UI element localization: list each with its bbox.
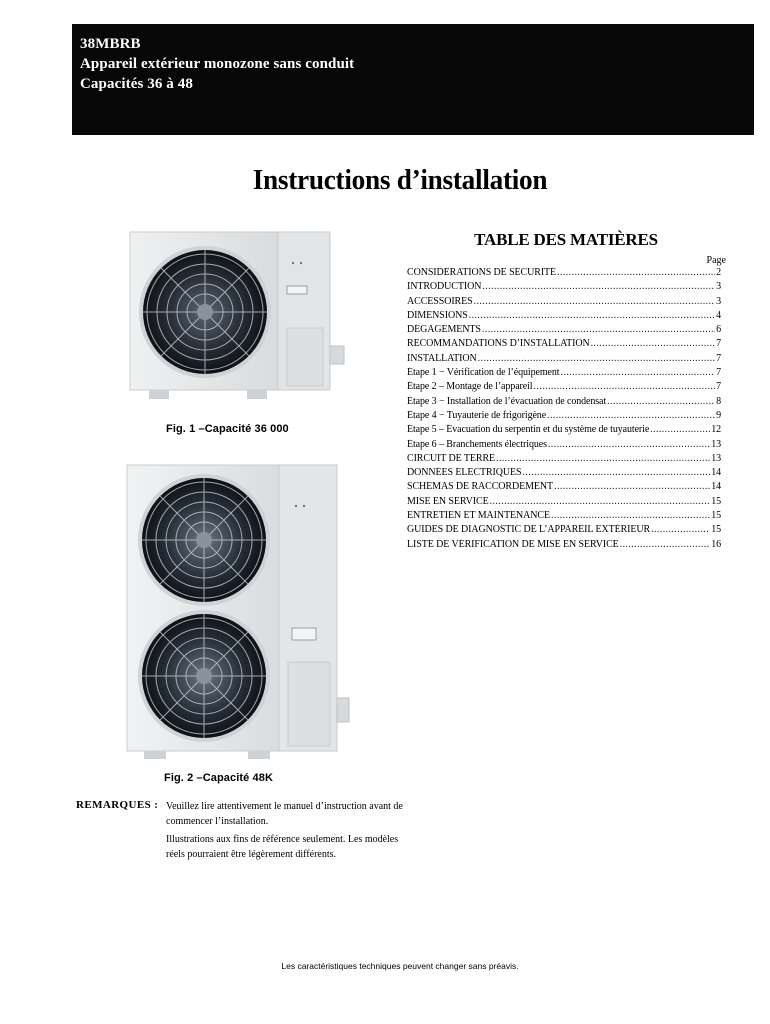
footer-note: Les caractéristiques techniques peuvent changer sans préavis. [281,961,519,971]
toc-entry-label: DÉGAGEMENTS [407,324,481,336]
table-of-contents [407,267,721,553]
toc-entry[interactable] [407,424,721,438]
toc-entry-page: 2 [716,267,721,278]
toc-entry-label: DIMENSIONS [407,309,468,321]
remark-line: Illustrations aux fins de référence seulement. Les modèles réels pourraient être légèrement différents. [166,834,399,860]
toc-leader-dots [554,481,710,492]
page-title: Instructions d’installation [252,164,548,196]
document-header [72,24,754,135]
toc-leader-dots [557,267,715,278]
toc-entry[interactable] [407,396,721,410]
toc-entry-page: 15 [711,510,721,522]
toc-leader-dots [620,539,711,550]
toc-entry-label: CONSIDÉRATIONS DE SÉCURITÉ [407,267,557,278]
toc-entry[interactable] [407,467,721,481]
toc-entry-page: 7 [716,381,721,393]
toc-entry[interactable] [407,381,721,395]
toc-entry-page: 4 [716,309,721,321]
toc-leader-dots [560,367,715,378]
toc-entry[interactable] [407,281,721,295]
toc-leader-dots [650,424,710,435]
toc-entry-label: Étape 3 − Installation de l’évacuation de condensat [407,395,607,407]
toc-entry-label: Étape 1 − Vérification de l’équipement [407,367,560,379]
toc-leader-dots [490,496,711,507]
remarks-label: REMARQUES : [76,799,159,811]
toc-heading: TABLE DES MATIÈRES [474,230,658,249]
toc-entry-page: 8 [716,395,721,407]
toc-entry-page: 13 [711,438,721,450]
toc-entry-page: 15 [711,495,721,507]
toc-entry[interactable] [407,338,721,352]
toc-leader-dots [469,310,715,321]
toc-entry-page: 7 [716,367,721,379]
toc-leader-dots [591,338,716,349]
toc-entry-label: Étape 4 − Tuyauterie de frigorigène [407,409,547,421]
toc-entry-page: 16 [711,538,721,550]
toc-entry-page: 14 [711,467,721,479]
toc-leader-dots [522,467,710,478]
toc-entry-label: ENTRETIEN ET MAINTENANCE [407,510,550,522]
capacity-range: Capacités 36 à 48 [80,76,193,92]
toc-entry[interactable] [407,439,721,453]
product-subtitle: Appareil extérieur monozone sans conduit [80,56,355,72]
toc-entry-page: 7 [716,352,721,364]
toc-entry-label: Étape 2 – Montage de l’appareil [407,381,533,393]
toc-entry-page: 3 [716,295,721,307]
toc-entry-page: 13 [711,452,721,464]
figure-1-caption: Fig. 1 –Capacité 36 000 [166,423,289,435]
toc-entry-label: SCHÉMAS DE RACCORDEMENT [407,481,554,493]
toc-entry-label: MISE EN SERVICE [407,495,489,507]
toc-entry-label: DONNÉES ÉLECTRIQUES [407,467,522,479]
toc-page-label: Page [706,255,726,266]
toc-entry[interactable] [407,539,721,553]
toc-leader-dots [551,510,710,521]
toc-entry[interactable] [407,496,721,510]
toc-leader-dots [533,381,715,392]
toc-leader-dots [478,353,715,364]
toc-entry-label: INTRODUCTION [407,281,482,293]
remark-line: Veuillez lire attentivement le manuel d’instruction avant de commencer l’installation. [166,801,403,827]
toc-entry-label: INSTALLATION [407,352,477,364]
toc-leader-dots [496,453,710,464]
toc-entry-label: ACCESSOIRES [407,295,473,307]
toc-entry-page: 3 [716,281,721,293]
toc-leader-dots [607,396,715,407]
toc-entry[interactable] [407,453,721,467]
toc-entry[interactable] [407,267,721,281]
toc-entry-label: Étape 6 – Branchements électriques [407,438,547,450]
toc-entry-label: GUIDES DE DIAGNOSTIC DE L’APPAREIL EXTÉRIEUR [407,524,651,536]
toc-leader-dots [482,281,715,292]
toc-entry[interactable] [407,310,721,324]
outdoor-unit-48k-image [124,462,356,762]
remarks-text [166,800,406,866]
outdoor-unit-36k-image [127,228,355,403]
toc-entry[interactable] [407,324,721,338]
toc-entry-page: 12 [711,424,721,436]
toc-entry[interactable] [407,410,721,424]
toc-leader-dots [482,324,715,335]
toc-leader-dots [651,524,710,535]
toc-entry-label: Étape 5 – Évacuation du serpentin et du système de tuyauterie [407,424,650,436]
figure-2-caption: Fig. 2 –Capacité 48K [164,772,273,784]
toc-entry-page: 9 [716,409,721,421]
toc-entry-page: 7 [716,338,721,350]
toc-entry-label: CIRCUIT DE TERRE [407,452,496,464]
toc-entry-page: 6 [716,324,721,336]
toc-entry[interactable] [407,524,721,538]
toc-entry[interactable] [407,481,721,495]
toc-leader-dots [474,296,716,307]
toc-entry-label: RECOMMANDATIONS D’INSTALLATION [407,338,590,350]
toc-entry-page: 14 [711,481,721,493]
toc-entry[interactable] [407,353,721,367]
toc-leader-dots [547,410,715,421]
toc-entry-page: 15 [711,524,721,536]
toc-entry[interactable] [407,296,721,310]
toc-entry-label: LISTE DE VÉRIFICATION DE MISE EN SERVICE [407,538,619,550]
toc-entry[interactable] [407,510,721,524]
toc-entry[interactable] [407,367,721,381]
toc-leader-dots [548,439,710,450]
model-number: 38MBRB [80,36,141,52]
